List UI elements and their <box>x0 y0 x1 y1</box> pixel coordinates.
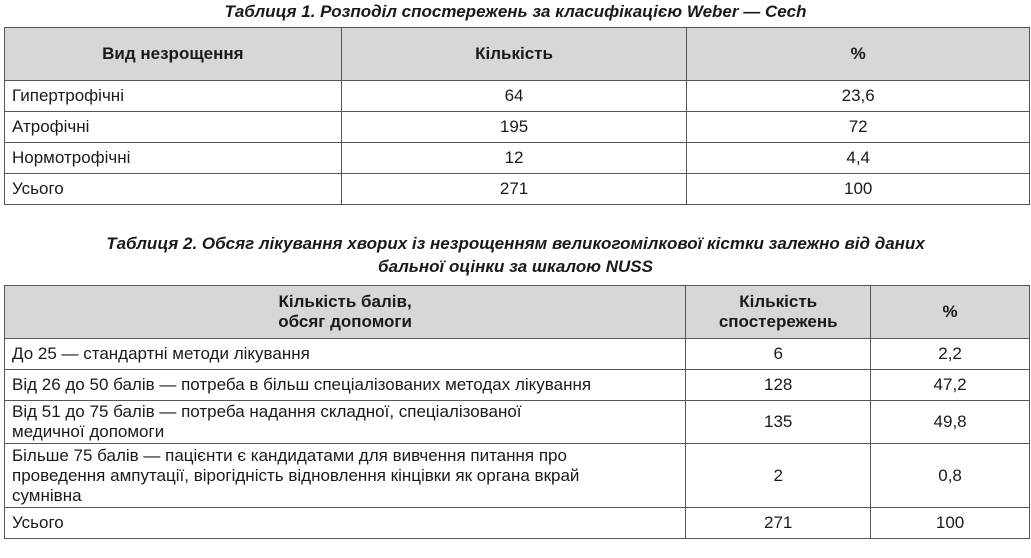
table2-caption <box>0 232 1031 278</box>
row-description: Більше 75 балів — пацієнти є кандидатами для вивчення питання про проведення ампутації, вірогідність відновлення кінцівки як органа вкрай сумнівна <box>5 444 686 508</box>
row-percent: 100 <box>871 508 1030 539</box>
row-percent: 47,2 <box>871 370 1030 401</box>
table2-caption-line2: бальної оцінки за шкалою NUSS <box>378 257 653 276</box>
row-count: 12 <box>341 143 687 174</box>
row-count: 6 <box>686 339 871 370</box>
table2-caption-line1: Таблиця 2. Обсяг лікування хворих із незрощенням великогомілкової кістки залежно від даних <box>106 234 925 253</box>
table-header-row <box>5 28 1030 81</box>
row-count: 2 <box>686 444 871 508</box>
row-count: 64 <box>341 81 687 112</box>
table-row <box>5 370 1030 401</box>
row-label: Гипертрофічні <box>5 81 342 112</box>
table-row <box>5 444 1030 508</box>
row-description: Від 26 до 50 балів — потреба в більш спеціалізованих методах лікування <box>5 370 686 401</box>
row-count: 128 <box>686 370 871 401</box>
column-header-observations: Кількість спостережень <box>686 286 871 339</box>
row-description: Усього <box>5 508 686 539</box>
row-count: 195 <box>341 112 687 143</box>
row-percent: 23,6 <box>687 81 1030 112</box>
column-header-percent: % <box>871 286 1030 339</box>
table-row <box>5 112 1030 143</box>
row-count: 135 <box>686 401 871 444</box>
table-row <box>5 143 1030 174</box>
table-row <box>5 81 1030 112</box>
column-header-percent: % <box>687 28 1030 81</box>
row-percent: 72 <box>687 112 1030 143</box>
nuss-score-table <box>4 285 1030 539</box>
row-label: Атрофічні <box>5 112 342 143</box>
table-row-total <box>5 508 1030 539</box>
row-percent: 49,8 <box>871 401 1030 444</box>
row-count: 271 <box>341 174 687 205</box>
column-header-count: Кількість <box>341 28 687 81</box>
table1-caption: Таблиця 1. Розподіл спостережень за класифікацією Weber — Cech <box>224 2 807 21</box>
row-percent: 2,2 <box>871 339 1030 370</box>
table-header-row <box>5 286 1030 339</box>
column-header-score: Кількість балів, обсяг допомоги <box>5 286 686 339</box>
row-description: До 25 — стандартні методи лікування <box>5 339 686 370</box>
weber-cech-table <box>4 27 1030 205</box>
column-header-type: Вид незрощення <box>5 28 342 81</box>
row-count: 271 <box>686 508 871 539</box>
row-description: Від 51 до 75 балів — потреба надання складної, спеціалізованої медичної допомоги <box>5 401 686 444</box>
row-percent: 100 <box>687 174 1030 205</box>
row-label: Усього <box>5 174 342 205</box>
row-percent: 0,8 <box>871 444 1030 508</box>
table-row <box>5 339 1030 370</box>
table-row <box>5 401 1030 444</box>
row-percent: 4,4 <box>687 143 1030 174</box>
row-label: Нормотрофічні <box>5 143 342 174</box>
table-row-total <box>5 174 1030 205</box>
